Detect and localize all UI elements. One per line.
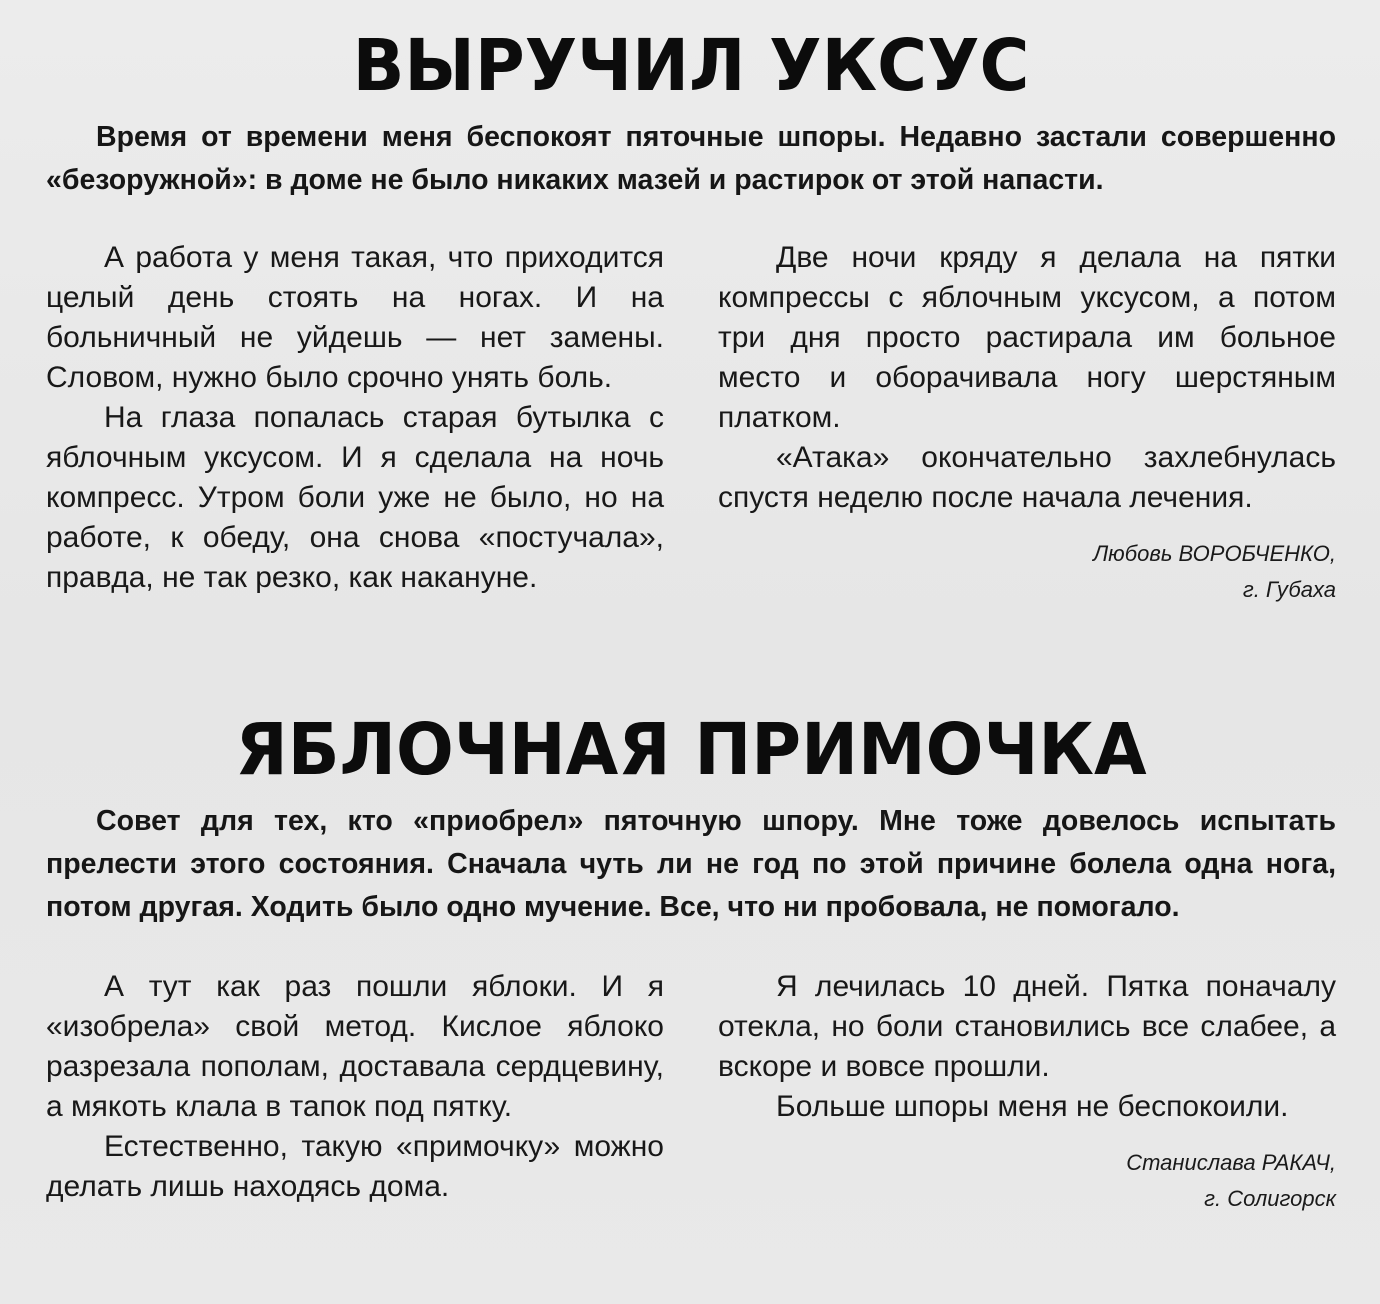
article-lead: Время от времени меня беспокоят пяточные шпоры. Недавно застали совершенно «безоружной»: в доме не было никаких мазей и растирок от этой напасти. xyxy=(46,121,1336,196)
paragraph: Естественно, такую «примочку» можно делать лишь находясь дома. xyxy=(46,1130,664,1203)
article-lead: Совет для тех, кто «приобрел» пяточную шпору. Мне тоже довелось испытать прелести этого состояния. Сначала чуть ли не год по этой причине болела одна нога, потом другая. Ходить было одно мучение. Все, что ни пробовала, не помогало. xyxy=(46,805,1336,923)
author-name: Станислава РАКАЧ, xyxy=(1126,1150,1336,1175)
article-apple-compress xyxy=(46,709,1336,1217)
paragraph: «Атака» окончательно захлебнулась спустя неделю после начала лечения. xyxy=(718,441,1336,514)
article-headline: ЯБЛОЧНАЯ ПРИМОЧКА xyxy=(235,709,1147,792)
paragraph: А тут как раз пошли яблоки. И я «изобрела» свой метод. Кислое яблоко разрезала пополам, доставала сердцевину, а мякоть клала в тапок под пятку. xyxy=(46,970,664,1123)
article-headline: ВЫРУЧИЛ УКСУС xyxy=(352,25,1030,108)
right-column xyxy=(718,238,1336,608)
author-signature xyxy=(718,536,1336,608)
author-city: г. Губаха xyxy=(1242,577,1336,602)
paragraph: А работа у меня такая, что приходится целый день стоять на ногах. И на больничный не уйдешь — нет замены. Словом, нужно было срочно унять боль. xyxy=(46,241,664,394)
paragraph: Две ночи кряду я делала на пятки компрессы с яблочным уксусом, а потом три дня просто растирала им больное место и оборачивала ногу шерстяным платком. xyxy=(718,241,1336,434)
right-column xyxy=(718,967,1336,1217)
author-name: Любовь ВОРОБЧЕНКО, xyxy=(1093,541,1336,566)
article-vinegar xyxy=(46,25,1336,608)
paragraph: На глаза попалась старая бутылка с яблочным уксусом. И я сделала на ночь компресс. Утром боли уже не было, но на работе, к обеду, она снова «постучала», правда, не так резко, как накануне. xyxy=(46,401,664,594)
article-columns xyxy=(46,967,1336,1217)
author-city: г. Солигорск xyxy=(1204,1186,1336,1211)
paragraph: Я лечилась 10 дней. Пятка поначалу отекла, но боли становились все слабее, а вскоре и вовсе прошли. xyxy=(718,970,1336,1083)
left-column xyxy=(46,238,664,608)
left-column xyxy=(46,967,664,1217)
author-signature xyxy=(718,1145,1336,1217)
article-columns xyxy=(46,238,1336,608)
paragraph: Больше шпоры меня не беспокоили. xyxy=(776,1090,1289,1123)
